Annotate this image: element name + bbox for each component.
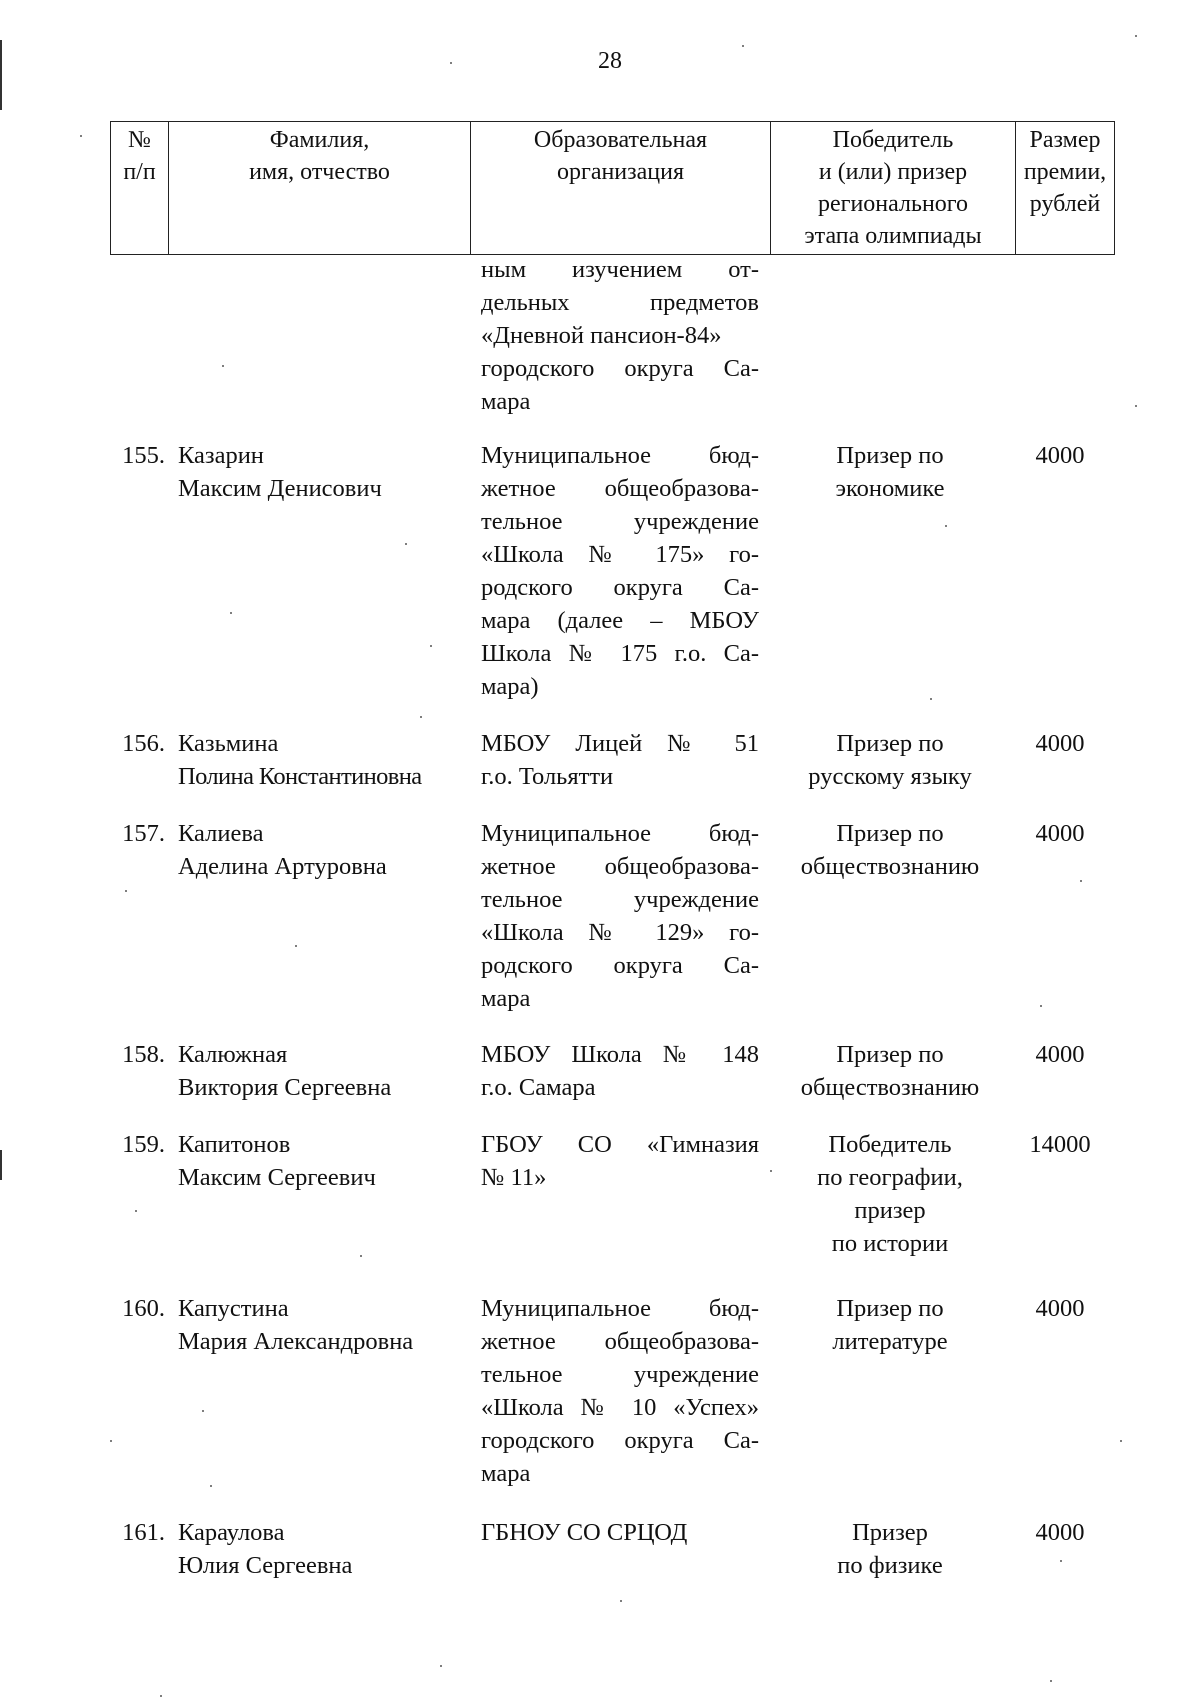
row-number: 155. — [122, 442, 165, 469]
full-name-cell: Калиева Аделина Артуровна — [178, 820, 387, 880]
header-full-name: Фамилия, имя, отчество — [169, 122, 471, 255]
award-cell: Призер по физике — [837, 1519, 943, 1579]
prize-cell: 4000 — [1035, 442, 1085, 469]
organization-cell: ГБОУ СО «Гимназия № 11» — [481, 1131, 759, 1191]
scan-speck — [1135, 405, 1137, 407]
scan-speck — [1080, 880, 1082, 882]
organization-cell: Муниципальное бюд- жетное общеобразова- тельное учреждение «Школа № 10 «Успех» городского округа Са- мара — [481, 1295, 759, 1487]
prize-cell: 4000 — [1035, 1295, 1085, 1322]
award-cell: Призер по обществознанию — [800, 1041, 980, 1101]
scan-speck — [210, 1485, 212, 1487]
prize-cell: 4000 — [1035, 1041, 1085, 1068]
row-number: 160. — [122, 1295, 165, 1322]
prize-cell: 4000 — [1035, 1519, 1085, 1546]
row-number: 159. — [122, 1131, 165, 1158]
row-number: 158. — [122, 1041, 165, 1068]
row-number: 157. — [122, 820, 165, 847]
prize-cell: 14000 — [1029, 1131, 1091, 1158]
full-name-cell: Капитонов Максим Сергеевич — [178, 1131, 376, 1191]
scan-speck — [440, 1665, 442, 1667]
scan-speck — [295, 945, 297, 947]
scan-speck — [125, 890, 127, 892]
scan-speck — [110, 1440, 112, 1442]
scan-speck — [945, 525, 947, 527]
full-name-cell: Казарин Максим Денисович — [178, 442, 382, 502]
scan-speck — [1135, 35, 1137, 37]
header-award: Победитель и (или) призер регионального этапа олимпиады — [771, 122, 1016, 255]
full-name-cell: Караулова Юлия Сергеевна — [178, 1519, 353, 1579]
row-number: 156. — [122, 730, 165, 757]
scan-edge-mark — [0, 1150, 2, 1180]
scan-speck — [930, 698, 932, 700]
table-header — [110, 121, 1115, 255]
scan-speck — [1060, 1560, 1062, 1562]
scan-speck — [160, 1695, 162, 1697]
award-cell: Призер по литературе — [832, 1295, 948, 1355]
award-cell: Призер по обществознанию — [800, 820, 980, 880]
header-number: № п/п — [111, 122, 169, 255]
scan-speck — [1120, 1440, 1122, 1442]
scan-speck — [202, 1410, 204, 1412]
header-organization: Образовательная организация — [471, 122, 771, 255]
scan-edge-mark — [0, 40, 2, 110]
scan-speck — [420, 716, 422, 718]
scan-speck — [620, 1600, 622, 1602]
full-name-cell: Калюжная Виктория Сергеевна — [178, 1041, 392, 1101]
award-cell: Призер по русскому языку — [808, 730, 972, 790]
scan-speck — [742, 45, 744, 47]
header-row — [111, 122, 1115, 255]
organization-cell: ГБНОУ СО СРЦОД — [481, 1519, 688, 1546]
full-name-cell: Казьмина Полина Константиновна — [178, 730, 422, 790]
prize-cell: 4000 — [1035, 730, 1085, 757]
organization-cell: МБОУ Лицей № 51 г.о. Тольятти — [481, 730, 759, 790]
scan-speck — [450, 62, 452, 64]
scan-speck — [230, 612, 232, 614]
scan-speck — [222, 365, 224, 367]
scan-speck — [80, 135, 82, 137]
organization-cell: Муниципальное бюд- жетное общеобразова- тельное учреждение «Школа № 129» го- родского округа Са- мара — [481, 820, 759, 1012]
scan-speck — [1050, 1680, 1052, 1682]
scan-speck — [770, 1170, 772, 1172]
scan-speck — [405, 543, 407, 545]
organization-cell: Муниципальное бюд- жетное общеобразова- тельное учреждение «Школа № 175» го- родского округа Са- мара (далее – МБОУ Школа № 175 г.о. Са- мара) — [481, 442, 759, 700]
page-number: 28 — [598, 48, 622, 74]
row-number: 161. — [122, 1519, 165, 1546]
scan-speck — [1040, 1005, 1042, 1007]
organization-cell: ным изучением от- дельных предметов «Дневной пансион-84» городского округа Са- мара — [481, 256, 759, 415]
header-prize: Размер премии, рублей — [1016, 122, 1115, 255]
scan-speck — [360, 1255, 362, 1257]
prize-cell: 4000 — [1035, 820, 1085, 847]
scan-speck — [135, 1210, 137, 1212]
organization-cell: МБОУ Школа № 148 г.о. Самара — [481, 1041, 759, 1101]
award-cell: Призер по экономике — [835, 442, 945, 502]
award-cell: Победитель по географии, призер по истории — [817, 1131, 963, 1257]
full-name-cell: Капустина Мария Александровна — [178, 1295, 414, 1355]
scan-speck — [430, 645, 432, 647]
